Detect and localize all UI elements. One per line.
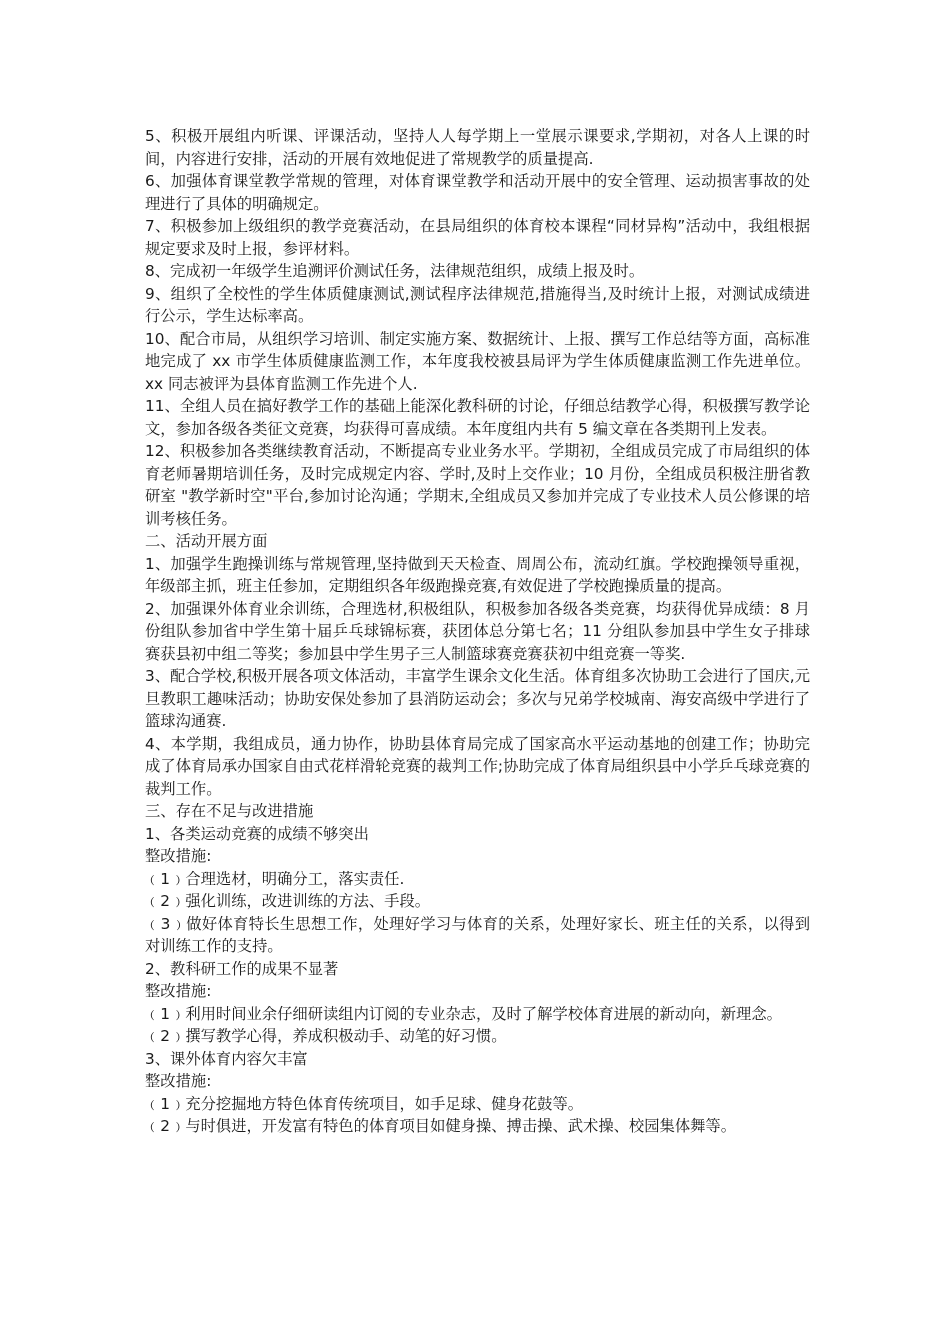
shortcoming-item-2: 2、教科研工作的成果不显著: [145, 959, 339, 978]
activity-item-1: 1、加强学生跑操训练与常规管理,坚持做到天天检查、周周公布，流动红旗。学校跑操领导重视，年级部主抓，班主任参加，定期组织各年级跑操竞赛,有效促进了学校跑操质量的提高。: [145, 554, 810, 595]
section-heading-shortcomings: 三、存在不足与改进措施: [145, 802, 314, 820]
paragraph-item-6: 6、加强体育课堂教学常规的管理，对体育课堂教学和活动开展中的安全管理、运动损害事故的处理进行了具体的明确规定。: [145, 172, 810, 213]
activity-item-4: 4、本学期，我组成员，通力协作，协助县体育局完成了国家高水平运动基地的创建工作；协助完成了体育局承办国家自由式花样滑轮竞赛的裁判工作;协助完成了体育局组织县中小学乒乓球竞赛的裁判工作。: [145, 734, 810, 798]
shortcoming-item-3: 3、课外体育内容欠丰富: [145, 1049, 308, 1068]
measures-label: 整改措施:: [145, 1072, 212, 1090]
measure-item: ﹙3﹚做好体育特长生思想工作，处理好学习与体育的关系，处理好家长、班主任的关系，以得到对训练工作的支持。: [145, 914, 810, 955]
paragraph-item-12: 12、积极参加各类继续教育活动，不断提高专业业务水平。学期初，全组成员完成了市局组织的体育老师暑期培训任务，及时完成规定内容、学时,及时上交作业；10 月份，全组成员积极注册省教研室 "教学新时空"平台,参加讨论沟通；学期末,全组成员又参加并完成了专业技术人员公修课的培训考核任务。: [145, 442, 810, 528]
measure-item: ﹙2﹚与时俱进，开发富有特色的体育项目如健身操、搏击操、武术操、校园集体舞等。: [145, 1117, 737, 1135]
paragraph-item-8: 8、完成初一年级学生追溯评价测试任务，法律规范组织，成绩上报及时。: [145, 262, 645, 280]
measure-item: ﹙2﹚撰写教学心得，养成积极动手、动笔的好习惯。: [145, 1027, 507, 1045]
activity-item-2: 2、加强课外体育业余训练，合理选材,积极组队，积极参加各级各类竞赛，均获得优异成绩：8 月份组队参加省中学生第十届乒乓球锦标赛，获团体总分第七名；11 分组队参加县中学生女子排球赛获县初中组二等奖；参加县中学生男子三人制篮球赛竞赛获初中组竞赛一等奖.: [145, 599, 810, 663]
measures-label: 整改措施:: [145, 847, 212, 865]
paragraph-item-5: 5、积极开展组内听课、评课活动，坚持人人每学期上一堂展示课要求,学期初，对各人上课的时间，内容进行安排，活动的开展有效地促进了常规教学的质量提高.: [145, 127, 810, 168]
measures-label: 整改措施:: [145, 982, 212, 1000]
paragraph-item-11: 11、全组人员在搞好教学工作的基础上能深化教科研的讨论，仔细总结教学心得，积极撰写教学论文，参加各级各类征文竞赛，均获得可喜成绩。本年度组内共有 5 编文章在各类期刊上发表。: [145, 397, 810, 438]
measure-item: ﹙1﹚合理选材，明确分工，落实责任.: [145, 869, 405, 888]
document-body: [145, 125, 810, 1138]
activity-item-3: 3、配合学校,积极开展各项文体活动，丰富学生课余文化生活。体育组多次协助工会进行了国庆,元旦教职工趣味活动；协助安保处参加了县消防运动会；多次与兄弟学校城南、海安高级中学进行了篮球沟通赛.: [145, 667, 810, 730]
paragraph-item-10: 10、配合市局，从组织学习培训、制定实施方案、数据统计、上报、撰写工作总结等方面，高标准地完成了 xx 市学生体质健康监测工作，本年度我校被县局评为学生体质健康监测工作先进单位。xx 同志被评为县体育监测工作先进个人.: [145, 329, 810, 393]
section-heading-activities: 二、活动开展方面: [145, 532, 268, 550]
paragraph-item-7: 7、积极参加上级组织的教学竞赛活动，在县局组织的体育校本课程“同材异构”活动中，我组根据规定要求及时上报，参评材料。: [145, 217, 810, 258]
paragraph-item-9: 9、组织了全校性的学生体质健康测试,测试程序法律规范,措施得当,及时统计上报，对测试成绩进行公示，学生达标率高。: [145, 284, 810, 325]
measure-item: ﹙1﹚充分挖掘地方特色体育传统项目，如手足球、健身花鼓等。: [145, 1094, 584, 1113]
measure-item: ﹙2﹚强化训练，改进训练的方法、手段。: [145, 892, 431, 910]
measure-item: ﹙1﹚利用时间业余仔细研读组内订阅的专业杂志，及时了解学校体育进展的新动向，新理念。: [145, 1004, 782, 1023]
shortcoming-item-1: 1、各类运动竞赛的成绩不够突出: [145, 824, 369, 843]
